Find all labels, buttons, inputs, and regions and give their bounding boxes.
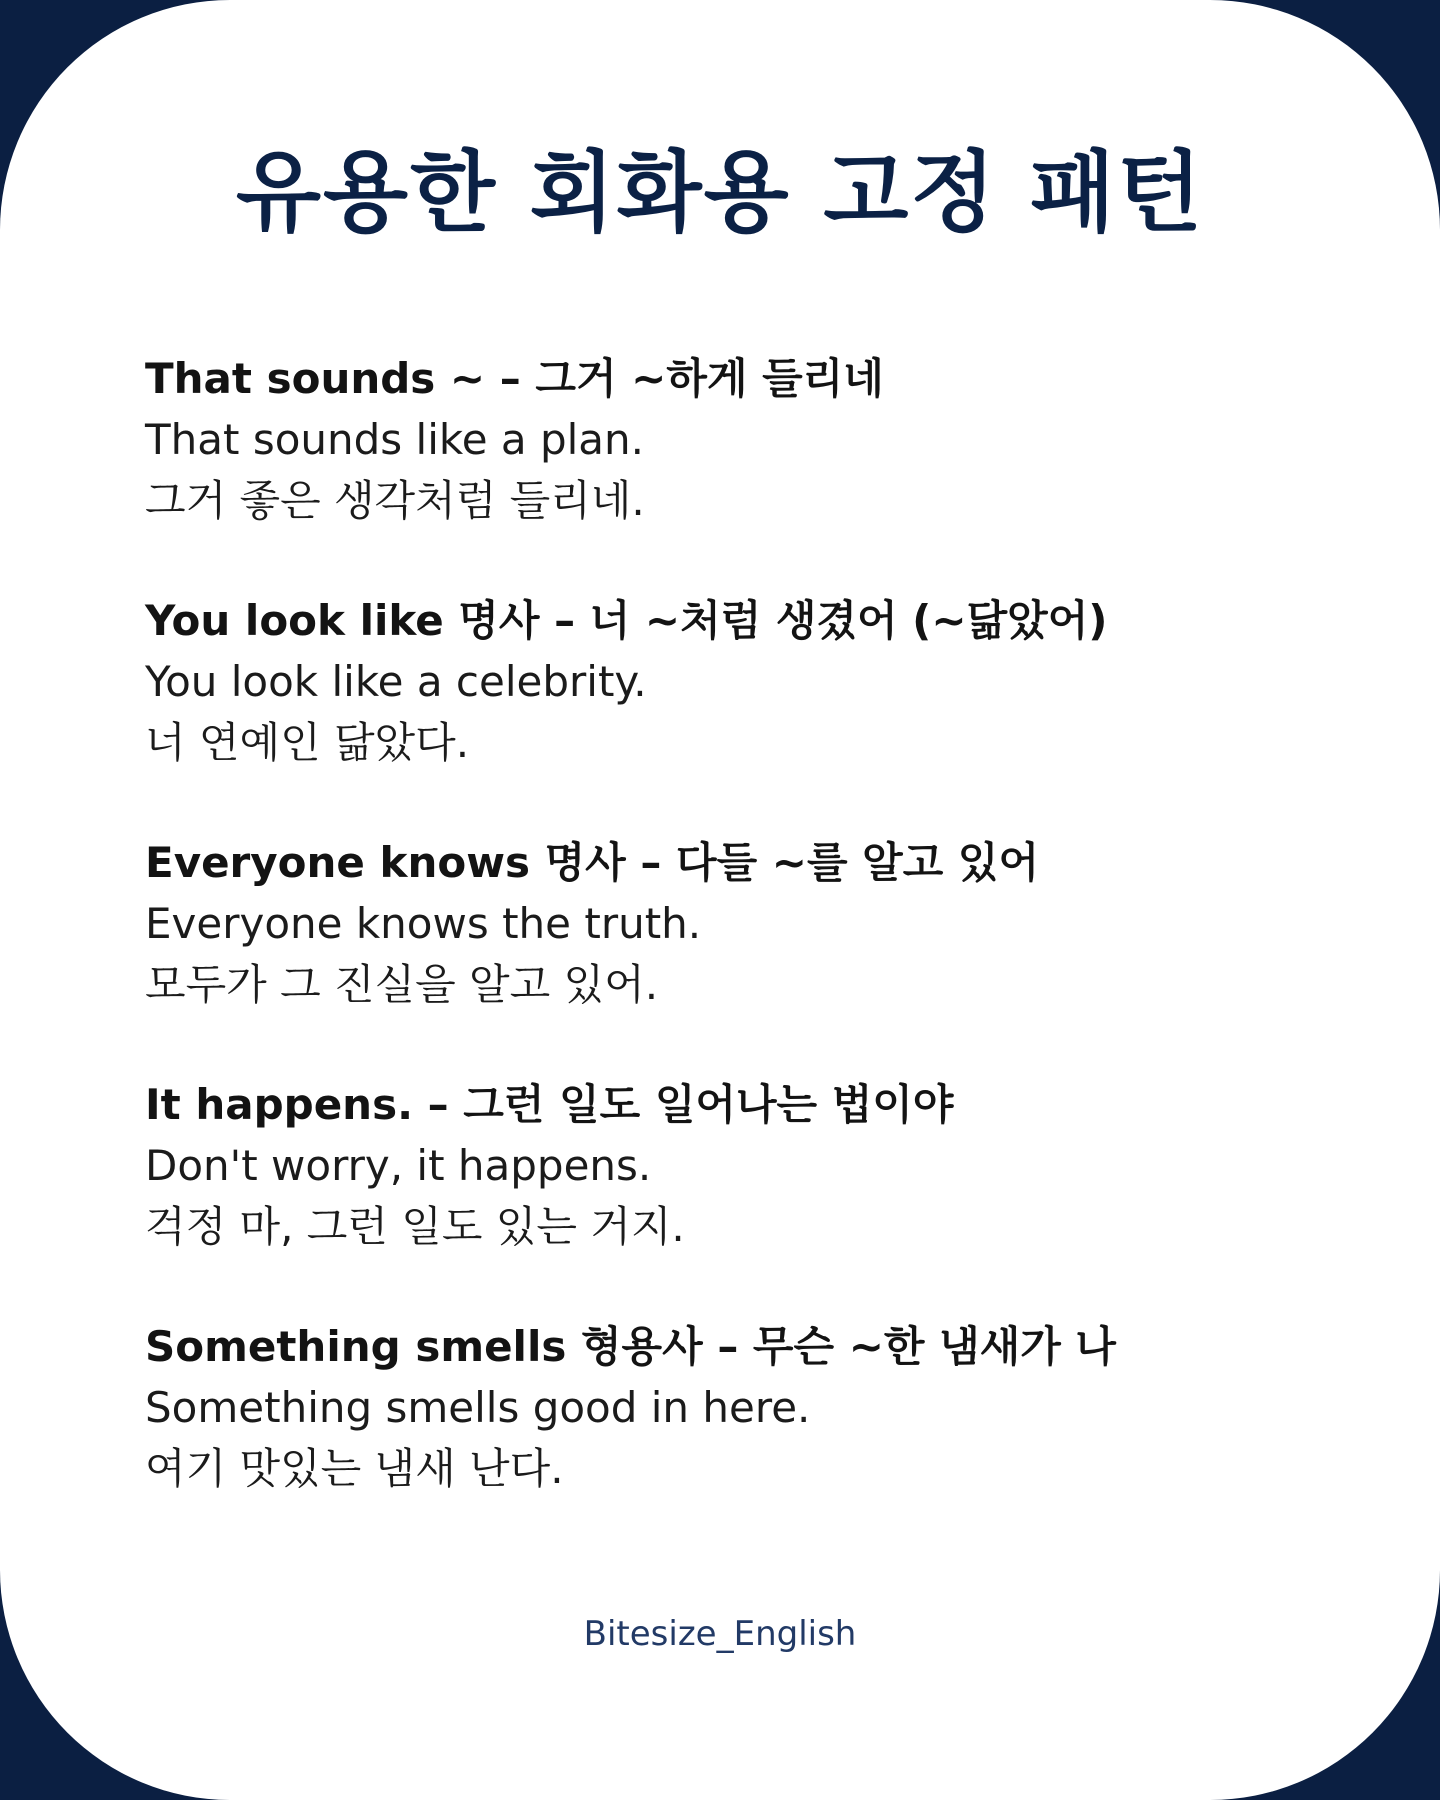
- pattern-item: [145, 1316, 1345, 1499]
- pattern-heading: You look like 명사 – 너 ~처럼 생겼어 (~닮았어): [145, 596, 1108, 645]
- pattern-heading: It happens. – 그런 일도 일어나는 법이야: [145, 1080, 954, 1129]
- example-korean: 걱정 마, 그런 일도 있는 거지.: [145, 1202, 685, 1251]
- pattern-item: [145, 832, 1345, 1015]
- example-english: Something smells good in here.: [145, 1383, 811, 1432]
- example-korean: 너 연예인 닮았다.: [145, 718, 470, 767]
- example-english: Everyone knows the truth.: [145, 899, 702, 948]
- pattern-heading: Everyone knows 명사 – 다들 ~를 알고 있어: [145, 838, 1040, 887]
- pattern-item: [145, 590, 1345, 773]
- example-english: Don't worry, it happens.: [145, 1141, 652, 1190]
- example-korean: 모두가 그 진실을 알고 있어.: [145, 960, 659, 1009]
- example-english: You look like a celebrity.: [145, 657, 647, 706]
- pattern-item: [145, 348, 1345, 531]
- pattern-list: [145, 348, 1345, 1558]
- page-title: 유용한 회화용 고정 패턴: [236, 141, 1204, 244]
- brand-handle: Bitesize_English: [583, 1614, 857, 1654]
- pattern-heading: Something smells 형용사 – 무슨 ~한 냄새가 나: [145, 1322, 1116, 1371]
- example-english: That sounds like a plan.: [145, 415, 645, 464]
- example-korean: 여기 맛있는 냄새 난다.: [145, 1444, 564, 1493]
- example-korean: 그거 좋은 생각처럼 들리네.: [145, 476, 645, 525]
- pattern-item: [145, 1074, 1345, 1257]
- pattern-heading: That sounds ~ – 그거 ~하게 들리네: [145, 354, 884, 403]
